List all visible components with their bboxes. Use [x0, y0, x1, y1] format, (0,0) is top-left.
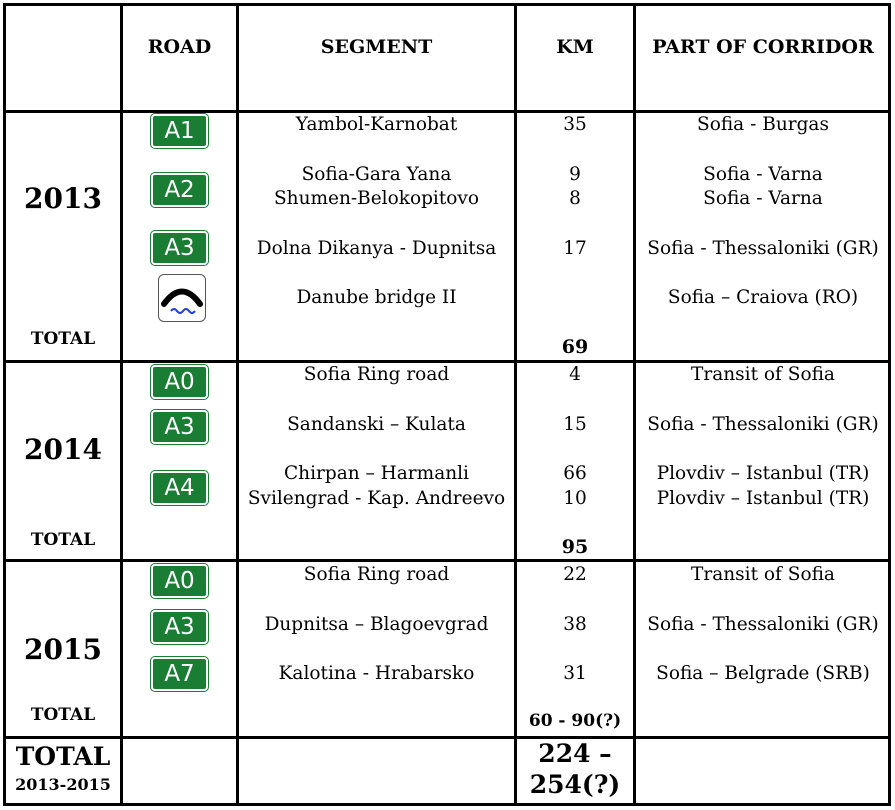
segment-cell: Sofia Ring road: [303, 364, 450, 385]
total-2014-label: TOTAL: [30, 530, 96, 550]
segment-cell: Dupnitsa – Blagoevgrad: [264, 614, 489, 635]
km-cell: 35: [563, 114, 587, 135]
corridor-cell: Sofia - Thessaloniki (GR): [647, 414, 879, 435]
segment-cell: Dolna Dikanya - Dupnitsa: [256, 238, 497, 259]
total-2014-km: 95: [561, 536, 589, 558]
km-cell: 17: [563, 238, 587, 259]
motorway-sign-a0: A0: [151, 365, 208, 399]
grid-line: [3, 803, 891, 806]
total-2015-label: TOTAL: [30, 705, 96, 725]
corridor-cell: Sofia - Burgas: [697, 114, 829, 135]
motorway-sign-a3: A3: [151, 231, 208, 265]
grid-line: [236, 3, 239, 806]
segment-cell: Shumen-Belokopitovo: [273, 188, 480, 209]
grand-total-km-line1: 224 –: [538, 739, 612, 768]
grid-line: [120, 3, 123, 806]
total-2013-km: 69: [561, 336, 589, 358]
corridor-cell: Transit of Sofia: [691, 564, 835, 585]
motorway-sign-a7: A7: [151, 657, 208, 691]
grid-line: [3, 559, 891, 562]
grid-line: [3, 360, 891, 363]
grand-total-km-line2: 254(?): [529, 770, 621, 799]
segment-cell: Sandanski – Kulata: [287, 414, 466, 435]
segment-cell: Svilengrad - Kap. Andreevo: [247, 488, 506, 509]
grid-line: [633, 3, 636, 806]
km-cell: 66: [563, 463, 587, 484]
segment-cell: Sofia Ring road: [303, 564, 450, 585]
header-segment: SEGMENT: [320, 36, 433, 58]
corridor-cell: Sofia - Thessaloniki (GR): [647, 614, 879, 635]
corridor-cell: Plovdiv – Istanbul (TR): [656, 488, 870, 509]
year-2013-label: 2013: [24, 182, 102, 215]
km-cell: 4: [569, 364, 581, 385]
km-cell: 9: [569, 164, 581, 185]
grid-line: [3, 3, 6, 806]
km-cell: 31: [563, 663, 587, 684]
corridor-cell: Sofia – Belgrade (SRB): [656, 663, 870, 684]
year-2014-label: 2014: [24, 433, 102, 466]
segment-cell: Danube bridge II: [296, 287, 457, 308]
km-cell: 8: [569, 188, 581, 209]
corridor-cell: Plovdiv – Istanbul (TR): [656, 463, 870, 484]
danube-bridge-icon: [158, 274, 206, 322]
corridor-cell: Sofia - Thessaloniki (GR): [647, 238, 879, 259]
segment-cell: Kalotina - Hrabarsko: [278, 663, 475, 684]
corridor-cell: Transit of Sofia: [691, 364, 835, 385]
grid-line: [3, 110, 891, 113]
total-2015-km: 60 - 90(?): [528, 711, 622, 731]
km-cell: 15: [563, 414, 587, 435]
corridor-cell: Sofia – Craiova (RO): [667, 287, 859, 308]
motorway-sign-a3: A3: [151, 610, 208, 644]
motorway-sign-a3: A3: [151, 410, 208, 444]
corridor-cell: Sofia - Varna: [703, 164, 823, 185]
segment-cell: Chirpan – Harmanli: [284, 463, 469, 484]
km-cell: 22: [563, 564, 587, 585]
grid-line: [3, 3, 891, 6]
corridor-cell: Sofia - Varna: [703, 188, 823, 209]
km-cell: 38: [563, 614, 587, 635]
header-corridor: PART OF CORRIDOR: [652, 36, 874, 58]
year-2015-label: 2015: [24, 633, 102, 666]
grand-total-years: 2013-2015: [15, 775, 111, 794]
header-road: ROAD: [147, 36, 212, 58]
grid-line: [514, 3, 517, 806]
segment-cell: Yambol-Karnobat: [295, 114, 458, 135]
total-2013-label: TOTAL: [30, 329, 96, 349]
header-km: KM: [556, 36, 594, 58]
motorway-sign-a4: A4: [151, 471, 208, 505]
motorway-sign-a0: A0: [151, 564, 208, 598]
motorway-sign-a1: A1: [151, 114, 208, 148]
grid-line: [3, 736, 891, 739]
segment-cell: Sofia-Gara Yana: [301, 164, 452, 185]
motorway-sign-a2: A2: [151, 173, 208, 207]
grand-total-label: TOTAL: [15, 742, 111, 771]
km-cell: 10: [563, 488, 587, 509]
